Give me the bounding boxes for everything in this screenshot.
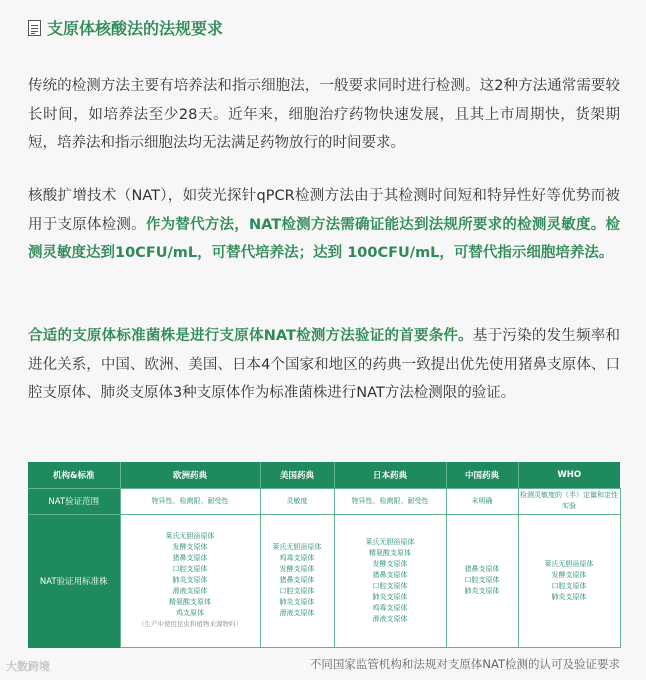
strain-item: 猪鼻支原体 <box>464 565 500 574</box>
strains-jp <box>334 514 446 648</box>
strain-item: 猪鼻支原体 <box>372 570 408 579</box>
strain-item: 莱氏无胆甾原体 <box>165 532 215 541</box>
strain-item: 精氨酸支原体 <box>169 598 211 607</box>
pharmacopoeia-table <box>28 462 620 648</box>
document-icon <box>28 20 41 36</box>
strain-item: 发酵支原体 <box>551 570 587 579</box>
strain-item: 肺炎支原体 <box>464 587 500 596</box>
strain-item: 肺炎支原体 <box>372 592 408 601</box>
paragraph-nat-highlight: 作为替代方法，NAT检测方法需确证能达到法规所要求的检测灵敏度。检测灵敏度达到10CFU/mL，可替代培养法；达到 100CFU/mL，可替代指示细胞培养法。 <box>28 216 621 261</box>
strain-item: 滑液支原体 <box>279 609 315 618</box>
range-jp: 特异性、检测限、耐受性 <box>334 488 446 514</box>
row-label-range: NAT验证范围 <box>28 488 120 514</box>
strains-ep <box>120 514 260 648</box>
header-chp: 中国药典 <box>446 462 518 488</box>
strain-item: 肺炎支原体 <box>551 592 587 601</box>
paragraph-strains-highlight: 合适的支原体标准菌株是进行支原体NAT检测方法验证的首要条件。 <box>28 328 473 344</box>
header-usp: 美国药典 <box>260 462 334 488</box>
header-ep: 欧洲药典 <box>120 462 260 488</box>
strain-item: 发酵支原体 <box>172 543 208 552</box>
strain-item: 口腔支原体 <box>464 576 500 585</box>
range-chp: 未明确 <box>446 488 518 514</box>
strain-item: 滑液支原体 <box>172 587 208 596</box>
range-who: 检测灵敏度的（半）定量和定性实验 <box>518 488 620 514</box>
table-caption: 不同国家监管机构和法规对支原体NAT检测的认可及验证要求 <box>309 657 620 671</box>
strain-item: 口腔支原体 <box>372 581 408 590</box>
paragraph-nat-text: 核酸扩增技术（NAT），如荧光探针qPCR检测方法由于其检测时间短和特异性好等优势而被用于支原体检测。 <box>28 188 620 233</box>
paragraph-traditional-methods: 传统的检测方法主要有培养法和指示细胞法，一般要求同时进行检测。这2种方法通常需要较长时间，如培养法至少28天。近年来，细胞治疗药物快速发展，且其上市周期快，货架期短，培养法和指示细胞法均无法满足药物放行的时间要求。 <box>28 78 620 151</box>
strain-item: 鸡毒支原体 <box>279 554 315 563</box>
strain-item: 莱氏无胆甾原体 <box>544 559 594 568</box>
strain-item: 猪鼻支原体 <box>172 554 208 563</box>
strain-item: 口腔支原体 <box>551 581 587 590</box>
paragraph-strains-text: 基于污染的发生频率和进化关系，中国、欧洲、美国、日本4个国家和地区的药典一致提出优先使用猪鼻支原体、口腔支原体、肺炎支原体3种支原体作为标准菌株进行NAT方法检测限的验证。 <box>28 328 621 401</box>
paragraph-nat <box>28 182 620 268</box>
range-usp: 灵敏度 <box>260 488 334 514</box>
strain-item: 滑液支原体 <box>372 614 408 623</box>
strains-usp <box>260 514 334 648</box>
table-row-range <box>28 488 620 514</box>
strain-item: 鸡支原体 <box>176 609 204 618</box>
heading-text: 支原体核酸法的法规要求 <box>47 19 224 38</box>
section-heading <box>28 16 223 39</box>
range-ep: 特异性、检测限、耐受性 <box>120 488 260 514</box>
strain-item: 发酵支原体 <box>372 559 408 568</box>
table-header-row <box>28 462 620 488</box>
strain-item: 精氨酸支原体 <box>369 548 411 557</box>
header-jp: 日本药典 <box>334 462 446 488</box>
paragraph-standard-strains <box>28 322 620 408</box>
strain-item: 鸡毒支原体 <box>372 603 408 612</box>
strain-item: 口腔支原体 <box>279 587 315 596</box>
table-row-strains <box>28 514 620 648</box>
strains-who <box>518 514 620 648</box>
header-who: WHO <box>557 469 582 480</box>
strain-item: 猪鼻支原体 <box>279 576 315 585</box>
watermark: 大数跨境 <box>6 660 50 673</box>
strain-item: 肺炎支原体 <box>172 576 208 585</box>
strain-item: 发酵支原体 <box>279 565 315 574</box>
strain-item: 口腔支原体 <box>172 565 208 574</box>
strain-item: 莱氏无胆甾原体 <box>365 537 415 546</box>
row-label-strains: NAT验证用标准株 <box>28 514 120 648</box>
strains-chp <box>446 514 518 648</box>
footer <box>0 654 646 680</box>
strain-item: 莱氏无胆甾原体 <box>272 543 322 552</box>
header-institution: 机构&标准 <box>28 462 120 488</box>
strain-item: 肺炎支原体 <box>279 598 315 607</box>
strain-note: （生产中使用昆虫和植物来源物料） <box>138 620 242 629</box>
